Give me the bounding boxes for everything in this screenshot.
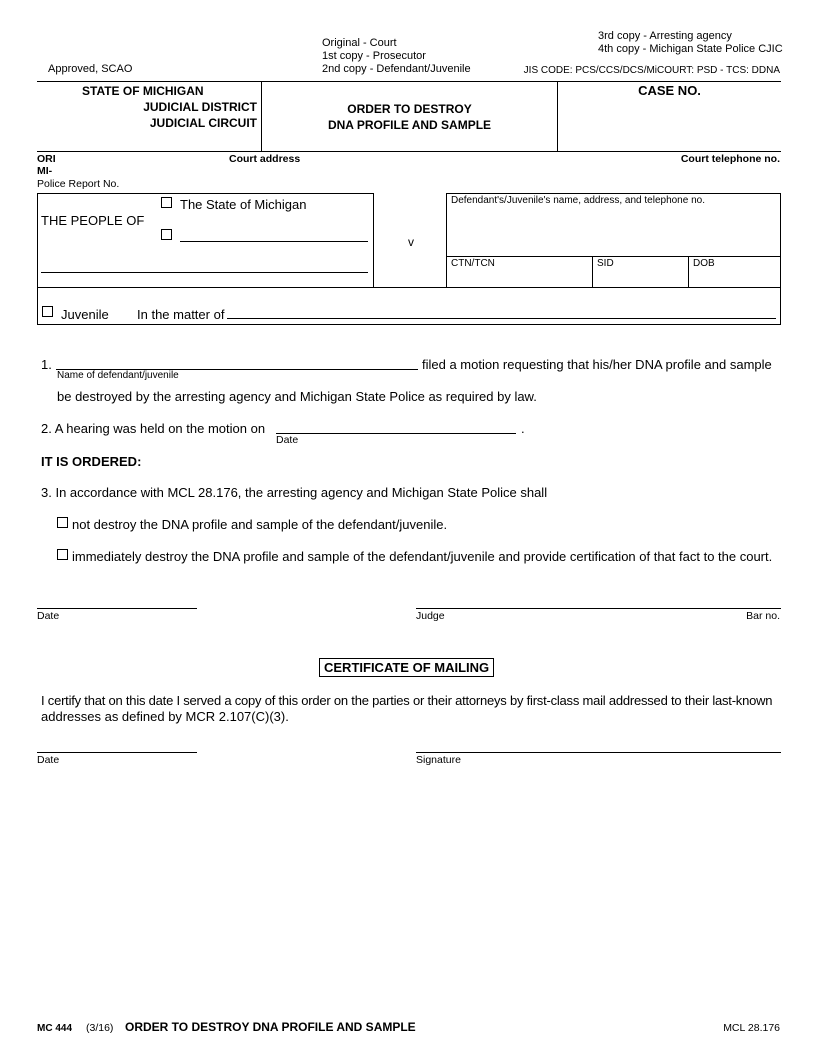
other-plaintiff-checkbox[interactable] bbox=[161, 229, 172, 240]
court-address-label: Court address bbox=[229, 153, 301, 165]
form-number: MC 444 bbox=[37, 1023, 73, 1034]
matter-of-line[interactable] bbox=[227, 318, 776, 319]
caption-bottom-rule bbox=[37, 151, 781, 152]
sid-divider bbox=[592, 256, 593, 288]
not-destroy-label: not destroy the DNA profile and sample of the defendant/juvenile. bbox=[72, 517, 448, 532]
order-date-line[interactable] bbox=[37, 608, 197, 609]
copy-third: 3rd copy - Arresting agency bbox=[598, 30, 732, 42]
judicial-circuit-label: JUDICIAL CIRCUIT bbox=[149, 116, 257, 130]
dob-divider bbox=[688, 256, 689, 288]
mailing-signature-label: Signature bbox=[416, 754, 461, 766]
certificate-title: CERTIFICATE OF MAILING bbox=[319, 658, 494, 677]
matter-of-label: In the matter of bbox=[137, 307, 225, 322]
copies-left bbox=[322, 37, 471, 76]
copy-original: Original - Court bbox=[322, 37, 397, 49]
court-telephone-label: Court telephone no. bbox=[680, 153, 780, 165]
people-of-label: THE PEOPLE OF bbox=[41, 213, 145, 228]
sid-label: SID bbox=[597, 258, 614, 269]
hearing-date-sublabel: Date bbox=[276, 434, 299, 446]
juvenile-label: Juvenile bbox=[61, 307, 109, 322]
state-of-michigan-label: The State of Michigan bbox=[180, 197, 307, 212]
ori-label: ORI bbox=[37, 153, 56, 165]
item1-continuation: be destroyed by the arresting agency and Michigan State Police as required by law. bbox=[57, 389, 537, 404]
footer-title: ORDER TO DESTROY DNA PROFILE AND SAMPLE bbox=[125, 1020, 416, 1034]
other-plaintiff-line[interactable] bbox=[180, 241, 368, 242]
hearing-date-line[interactable] bbox=[276, 433, 516, 434]
defendant-box bbox=[446, 193, 781, 288]
plaintiff-extra-line[interactable] bbox=[41, 272, 368, 273]
versus-label: v bbox=[408, 235, 414, 249]
footer-statute: MCL 28.176 bbox=[723, 1022, 780, 1034]
state-of-michigan-checkbox[interactable] bbox=[161, 197, 172, 208]
approved-label: Approved, SCAO bbox=[48, 63, 133, 75]
destroy-checkbox[interactable] bbox=[57, 549, 68, 560]
copy-first: 1st copy - Prosecutor bbox=[322, 50, 426, 62]
mi-label: MI- bbox=[37, 165, 53, 177]
item1-number: 1. bbox=[41, 357, 52, 372]
item3-text: 3. In accordance with MCL 28.176, the arresting agency and Michigan State Police shall bbox=[41, 485, 548, 500]
caption-divider-1 bbox=[261, 81, 262, 151]
defendant-label: Defendant's/Juvenile's name, address, and telephone no. bbox=[451, 195, 705, 206]
not-destroy-checkbox[interactable] bbox=[57, 517, 68, 528]
certificate-text-line2: addresses as defined by MCR 2.107(C)(3). bbox=[41, 709, 289, 724]
destroy-label: immediately destroy the DNA profile and sample of the defendant/juvenile and provide certification of that fact to the court. bbox=[72, 549, 773, 564]
defendant-name-sublabel: Name of defendant/juvenile bbox=[57, 370, 179, 381]
order-date-label: Date bbox=[37, 610, 60, 622]
mailing-signature-line[interactable] bbox=[416, 752, 781, 753]
judge-signature-line[interactable] bbox=[416, 608, 781, 609]
state-label: STATE OF MICHIGAN bbox=[82, 84, 204, 98]
defendant-divider bbox=[446, 256, 781, 257]
copy-fourth: 4th copy - Michigan State Police CJIC bbox=[598, 43, 783, 55]
jis-code: JIS CODE: PCS/CCS/DCS/MiCOURT: PSD - TCS: DDNA bbox=[523, 65, 780, 76]
judge-label: Judge bbox=[416, 610, 445, 622]
form-title-line2: DNA PROFILE AND SAMPLE bbox=[327, 118, 492, 132]
caption-top-rule bbox=[37, 81, 781, 82]
item2-text: 2. A hearing was held on the motion on bbox=[41, 421, 266, 436]
juvenile-checkbox[interactable] bbox=[42, 306, 53, 317]
copy-second: 2nd copy - Defendant/Juvenile bbox=[322, 63, 471, 75]
certificate-text-line1: I certify that on this date I served a copy of this order on the parties or their attorneys by first-class mail addressed to their last-known bbox=[41, 693, 773, 708]
item2-period: . bbox=[521, 421, 525, 436]
bar-no-label: Bar no. bbox=[746, 610, 780, 622]
case-no-label: CASE NO. bbox=[638, 83, 701, 98]
ctn-label: CTN/TCN bbox=[451, 258, 495, 269]
form-title-line1: ORDER TO DESTROY bbox=[347, 102, 472, 116]
mailing-date-label: Date bbox=[37, 754, 60, 766]
copies-right bbox=[598, 30, 783, 56]
dob-label: DOB bbox=[693, 258, 715, 269]
judicial-district-label: JUDICIAL DISTRICT bbox=[143, 100, 257, 114]
item1-text: filed a motion requesting that his/her DNA profile and sample bbox=[422, 357, 772, 372]
form-revision: (3/16) bbox=[86, 1022, 114, 1034]
police-report-label: Police Report No. bbox=[37, 178, 120, 190]
it-is-ordered-heading: IT IS ORDERED: bbox=[41, 454, 142, 469]
mailing-date-line[interactable] bbox=[37, 752, 197, 753]
